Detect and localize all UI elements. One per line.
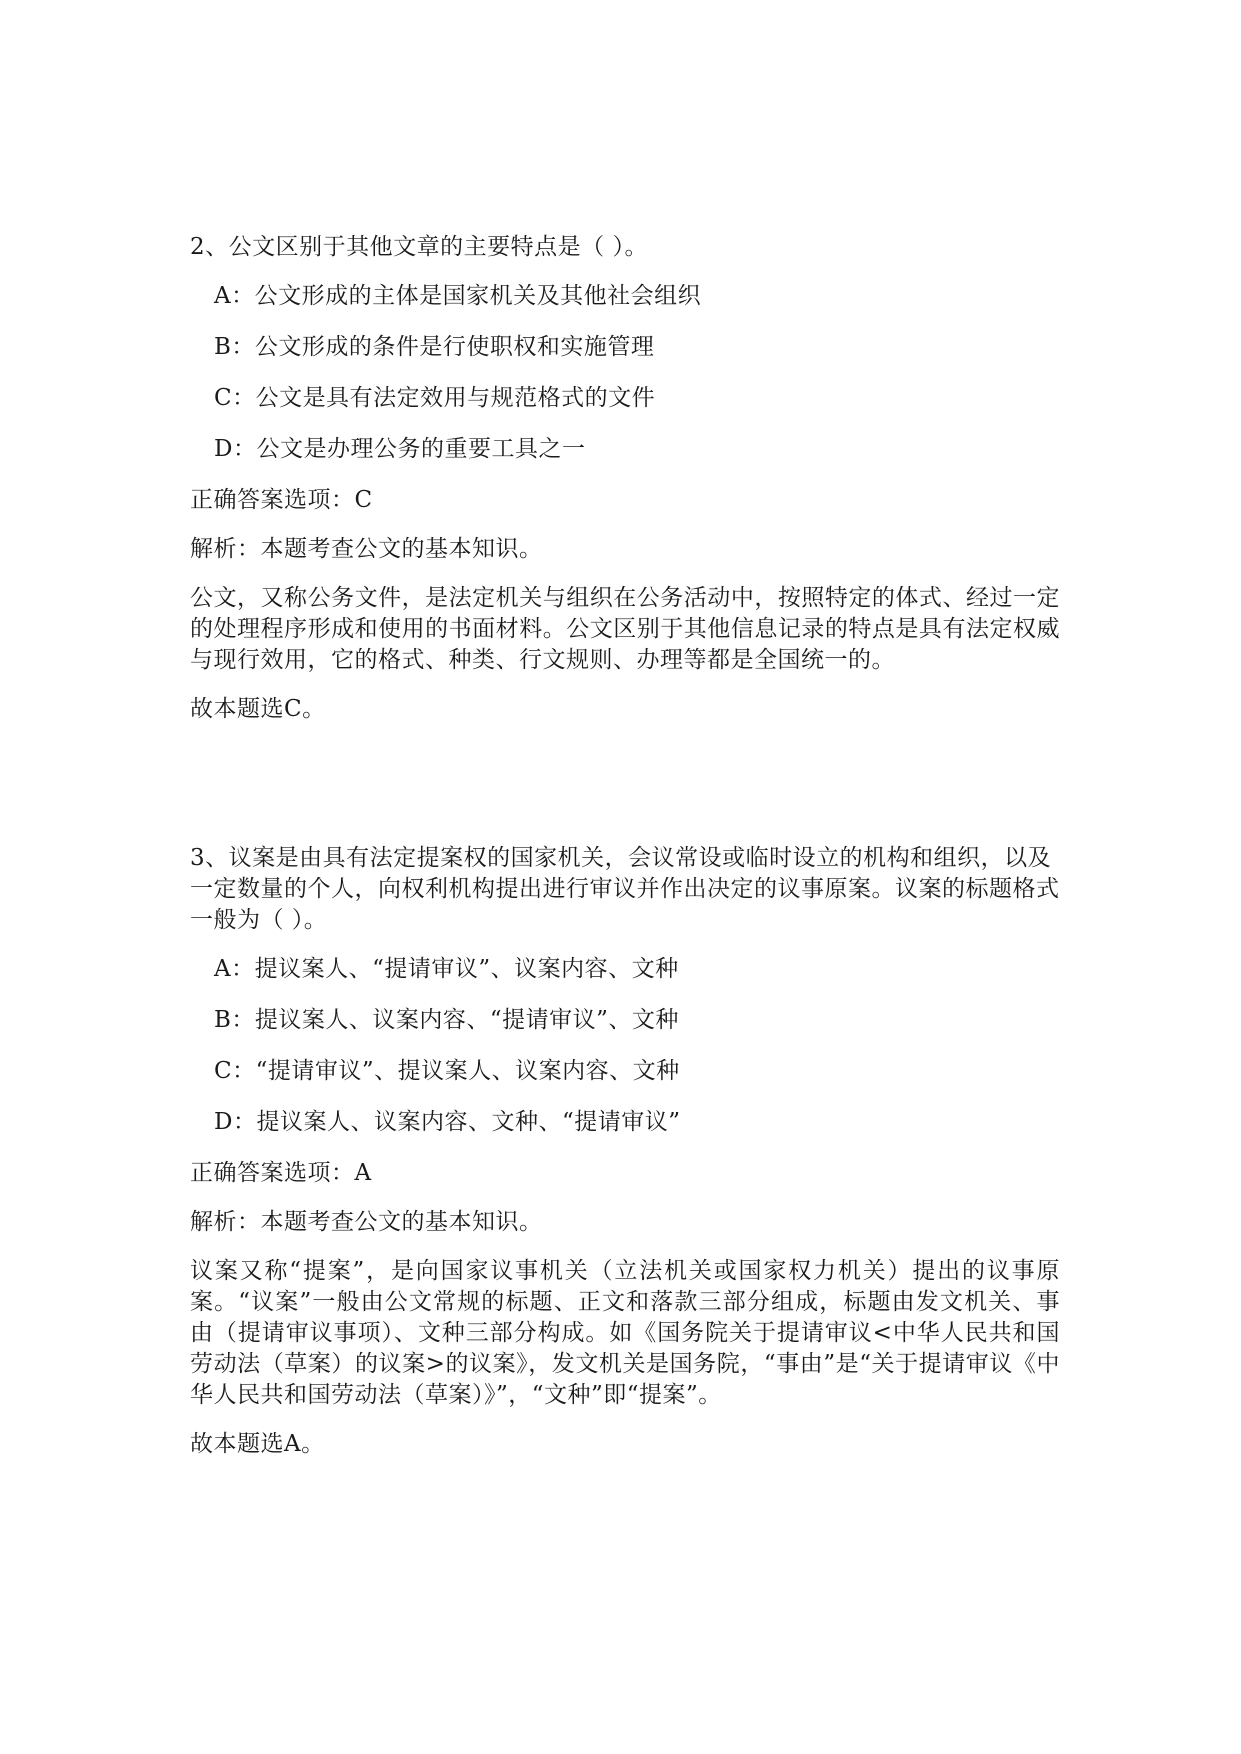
analysis-body: 公文，又称公务文件，是法定机关与组织在公务活动中，按照特定的体式、经过一定的处理程序形成和使用的书面材料。公文区别于其他信息记录的特点是具有法定权威与现行效用，它的格式、种类、行文规则、办理等都是全国统一的。 bbox=[190, 585, 1060, 673]
analysis-heading: 解析：本题考查公文的基本知识。 bbox=[190, 1209, 543, 1235]
conclusion: 故本题选A。 bbox=[190, 1431, 325, 1457]
section-gap bbox=[190, 743, 1060, 843]
question-stem: 2、公文区别于其他文章的主要特点是（ ）。 bbox=[190, 234, 648, 260]
document-body bbox=[190, 232, 1060, 1478]
question-2 bbox=[190, 232, 1060, 725]
option-c: C：公文是具有法定效用与规范格式的文件 bbox=[214, 385, 656, 411]
analysis-body: 议案又称“提案”，是向国家议事机关（立法机关或国家权力机关）提出的议事原案。“议案”一般由公文常规的标题、正文和落款三部分组成，标题由发文机关、事由（提请审议事项）、文种三部分构成。如《国务院关于提请审议<中华人民共和国劳动法（草案）的议案>的议案》，发文机关是国务院，“事由”是“关于提请审议《中华人民共和国劳动法（草案）》”，“文种”即“提案”。 bbox=[190, 1258, 1060, 1408]
option-a: A：提议案人、“提请审议”、议案内容、文种 bbox=[214, 956, 679, 982]
correct-answer: 正确答案选项：A bbox=[190, 1160, 372, 1186]
option-c: C：“提请审议”、提议案人、议案内容、文种 bbox=[214, 1058, 680, 1084]
option-b: B：提议案人、议案内容、“提请审议”、文种 bbox=[214, 1007, 679, 1033]
option-b: B：公文形成的条件是行使职权和实施管理 bbox=[214, 334, 655, 360]
option-d: D：提议案人、议案内容、文种、“提请审议” bbox=[214, 1109, 681, 1135]
correct-answer: 正确答案选项：C bbox=[190, 487, 373, 513]
option-d: D：公文是办理公务的重要工具之一 bbox=[214, 436, 586, 462]
option-a: A：公文形成的主体是国家机关及其他社会组织 bbox=[214, 283, 702, 309]
analysis-heading: 解析：本题考查公文的基本知识。 bbox=[190, 536, 543, 562]
conclusion: 故本题选C。 bbox=[190, 696, 326, 722]
question-stem: 3、议案是由具有法定提案权的国家机关，会议常设或临时设立的机构和组织，以及一定数量的个人，向权利机构提出进行审议并作出决定的议事原案。议案的标题格式一般为（ ）。 bbox=[190, 845, 1060, 933]
question-3 bbox=[190, 843, 1060, 1460]
